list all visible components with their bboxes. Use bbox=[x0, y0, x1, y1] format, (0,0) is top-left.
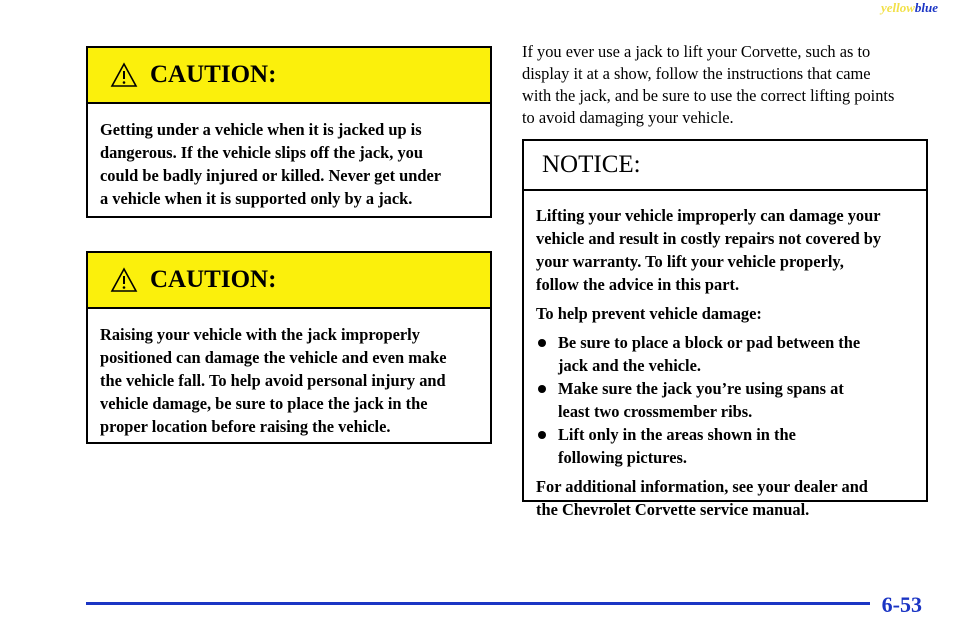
caution-title-2: CAUTION: bbox=[150, 266, 277, 293]
intro-paragraph bbox=[522, 41, 942, 129]
caution-title-1: CAUTION: bbox=[150, 61, 277, 88]
intro-line: If you ever use a jack to lift your Corvette, such as to bbox=[522, 42, 871, 61]
caution-text-2 bbox=[88, 309, 490, 438]
notice-body bbox=[524, 191, 926, 521]
list-item bbox=[536, 423, 914, 469]
caution2-line: the vehicle fall. To help avoid personal injury and bbox=[100, 371, 446, 390]
caution2-line: positioned can damage the vehicle and even make bbox=[100, 348, 447, 367]
caution2-line: Raising your vehicle with the jack improperly bbox=[100, 325, 420, 344]
caution2-line: vehicle damage, be sure to place the jack in the bbox=[100, 394, 428, 413]
page-number: 6-53 bbox=[881, 592, 922, 617]
notice-line: the Chevrolet Corvette service manual. bbox=[536, 500, 810, 519]
notice-line: follow the advice in this part. bbox=[536, 275, 740, 294]
list-item bbox=[536, 331, 914, 377]
bullet-line: jack and the vehicle. bbox=[558, 356, 701, 375]
caution-header-1 bbox=[88, 48, 490, 104]
warning-triangle-icon bbox=[110, 267, 138, 293]
notice-line: For additional information, see your dealer and bbox=[536, 477, 868, 496]
bullet-line: following pictures. bbox=[558, 448, 688, 467]
bullet-line: Lift only in the areas shown in the bbox=[558, 425, 796, 444]
bullet-line: least two crossmember ribs. bbox=[558, 402, 753, 421]
notice-paragraph-3 bbox=[536, 475, 914, 521]
notice-bullet-list bbox=[536, 331, 914, 469]
intro-line: with the jack, and be sure to use the correct lifting points bbox=[522, 86, 895, 105]
notice-line: Lifting your vehicle improperly can damage your bbox=[536, 206, 881, 225]
caution-text-1 bbox=[88, 104, 490, 210]
warning-triangle-icon bbox=[110, 62, 138, 88]
caution-header-2 bbox=[88, 253, 490, 309]
caution1-line: a vehicle when it is supported only by a jack. bbox=[100, 189, 413, 208]
bullet-line: Be sure to place a block or pad between the bbox=[558, 333, 861, 352]
caution-box-1 bbox=[86, 46, 492, 218]
corner-tag-yellow: yellow bbox=[880, 0, 915, 15]
caution1-line: Getting under a vehicle when it is jacked up is bbox=[100, 120, 422, 139]
list-item bbox=[536, 377, 914, 423]
caution-box-2 bbox=[86, 251, 492, 444]
bullet-line: Make sure the jack you’re using spans at bbox=[558, 379, 844, 398]
notice-header bbox=[524, 141, 926, 191]
notice-line: vehicle and result in costly repairs not covered by bbox=[536, 229, 882, 248]
intro-line: display it at a show, follow the instructions that came bbox=[522, 64, 871, 83]
caution1-line: could be badly injured or killed. Never get under bbox=[100, 166, 442, 185]
footer-rule bbox=[86, 602, 870, 605]
corner-tag-blue: blue bbox=[914, 0, 938, 15]
notice-paragraph-1 bbox=[536, 204, 914, 296]
notice-paragraph-2: To help prevent vehicle damage: bbox=[536, 304, 762, 323]
caution2-line: proper location before raising the vehicle. bbox=[100, 417, 391, 436]
notice-title: NOTICE: bbox=[542, 151, 641, 178]
notice-box bbox=[522, 139, 928, 519]
intro-line: to avoid damaging your vehicle. bbox=[522, 108, 734, 127]
caution1-line: dangerous. If the vehicle slips off the jack, you bbox=[100, 143, 423, 162]
corner-tag bbox=[881, 0, 938, 16]
notice-line: your warranty. To lift your vehicle properly, bbox=[536, 252, 844, 271]
